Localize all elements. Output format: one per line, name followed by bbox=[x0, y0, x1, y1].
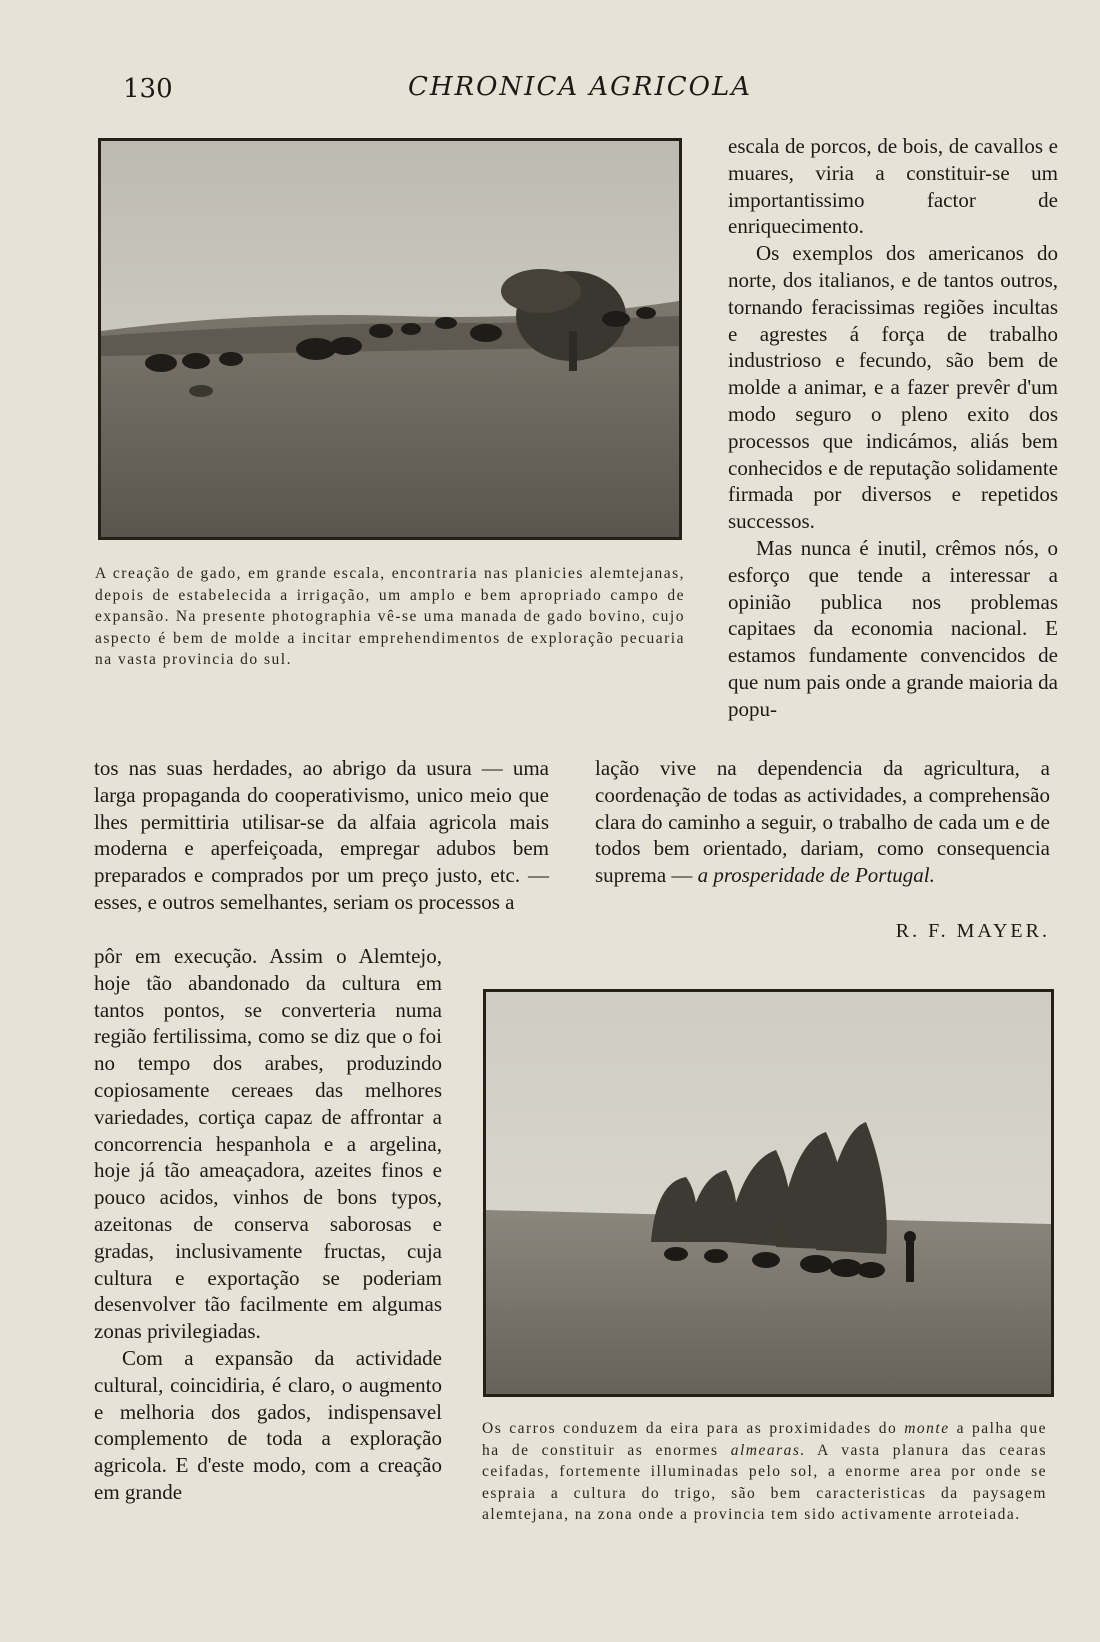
right-column-lower bbox=[595, 755, 1050, 889]
closing-phrase: a prosperidade de Portugal. bbox=[697, 863, 935, 888]
caption-term-almearas: almearas. bbox=[730, 1441, 806, 1459]
paragraph: escala de porcos, de bois, de cavallos e muares, viria a constituir-se um importantissimo factor de enriquecimento. bbox=[728, 134, 1058, 239]
paragraph: tos nas suas herdades, ao abrigo da usura — uma larga propaganda do cooperativismo, unico meio que lhes permittiria utilisar-se da alfaia agricola mais moderna e aperfeiçoada, empregar adubos bem preparados e comprados por um preço justo, etc. — esses, e outros semelhantes, seriam os processos a bbox=[94, 756, 549, 914]
figure-2-caption bbox=[482, 1418, 1047, 1526]
caption-text: Os carros conduzem da eira para as proximidades do bbox=[482, 1420, 898, 1437]
paragraph bbox=[595, 755, 1050, 889]
right-column bbox=[728, 133, 1058, 723]
author-signature: R. F. MAYER. bbox=[895, 920, 1050, 942]
page-number: 130 bbox=[123, 74, 173, 104]
paragraph-text: lação vive na dependencia da agricultura, a coordenação de todas as actividades, a comprehensão clara do caminho a seguir, o trabalho de cada um e de todos bem orientado, dariam, como consequencia suprema — bbox=[595, 756, 1050, 888]
straw-carts-photo bbox=[483, 989, 1054, 1397]
paragraph: Com a expansão da actividade cultural, coincidiria, é claro, o augmento e melhoria dos gados, indispensavel complemento de toda a exploração agricola. E d'este modo, com a creação em grande bbox=[94, 1345, 442, 1504]
caption-term-monte: monte bbox=[904, 1420, 950, 1437]
running-head: CHRONICA AGRICOLA bbox=[407, 72, 753, 102]
left-column-lower bbox=[94, 943, 442, 1506]
paragraph: Os exemplos dos americanos do norte, dos italianos, e de tantos outros, tornando feracissimas regiões incultas e agrestes á força de trabalho industrioso e fecundo, são bem de molde a animar, e a fazer prevêr d'um modo seguro o pleno exito dos processos que indicámos, aliás bem conhecidos e de reputação solidamente firmada por diversos e repetidos successos. bbox=[728, 241, 1058, 534]
cattle-herd-photo bbox=[98, 138, 682, 540]
left-column-upper bbox=[94, 755, 549, 916]
caption-text: a palha que ha de constituir as enormes bbox=[482, 1420, 1047, 1459]
paragraph: Mas nunca é inutil, crêmos nós, o esforço que tende a interessar a opinião publica nos problemas capitaes da economia nacional. E estamos fundamente convencidos de que num pais onde a grande maioria da popu- bbox=[728, 535, 1058, 721]
figure-1-caption: A creação de gado, em grande escala, encontraria nas planicies alemtejanas, depois de estabelecida a irrigação, um amplo e bem apropriado campo de expansão. Na presente photographia vê-se uma manada de gado bovino, cujo aspecto é bem de molde a incitar emprehendimentos de exploração pecuaria na vasta provincia do sul. bbox=[95, 565, 685, 668]
paragraph: pôr em execução. Assim o Alemtejo, hoje tão abandonado da cultura em tantos pontos, se converteria numa região fertilissima, como se diz que o foi no tempo dos arabes, produzindo copiosamente cereaes das melhores variedades, cortiça capaz de affrontar a concorrencia hespanhola e a argelina, hoje já tão ameaçadora, azeites finos e pouco acidos, vinhos de bons typos, azeitonas de conserva saborosas e gradas, inclusivamente fructas, cuja cultura e exportação se poderiam desenvolver tão facilmente em algumas zonas privilegiadas. bbox=[94, 944, 442, 1344]
caption-text: A vasta planura das cearas ceifadas, fortemente illuminadas pelo sol, a enorme area por onde se espraia a cultura do trigo, são bem caracteristicas da paysagem alemtejana, na zona onde a provincia tem sido activamente arroteiada. bbox=[482, 1441, 1047, 1523]
